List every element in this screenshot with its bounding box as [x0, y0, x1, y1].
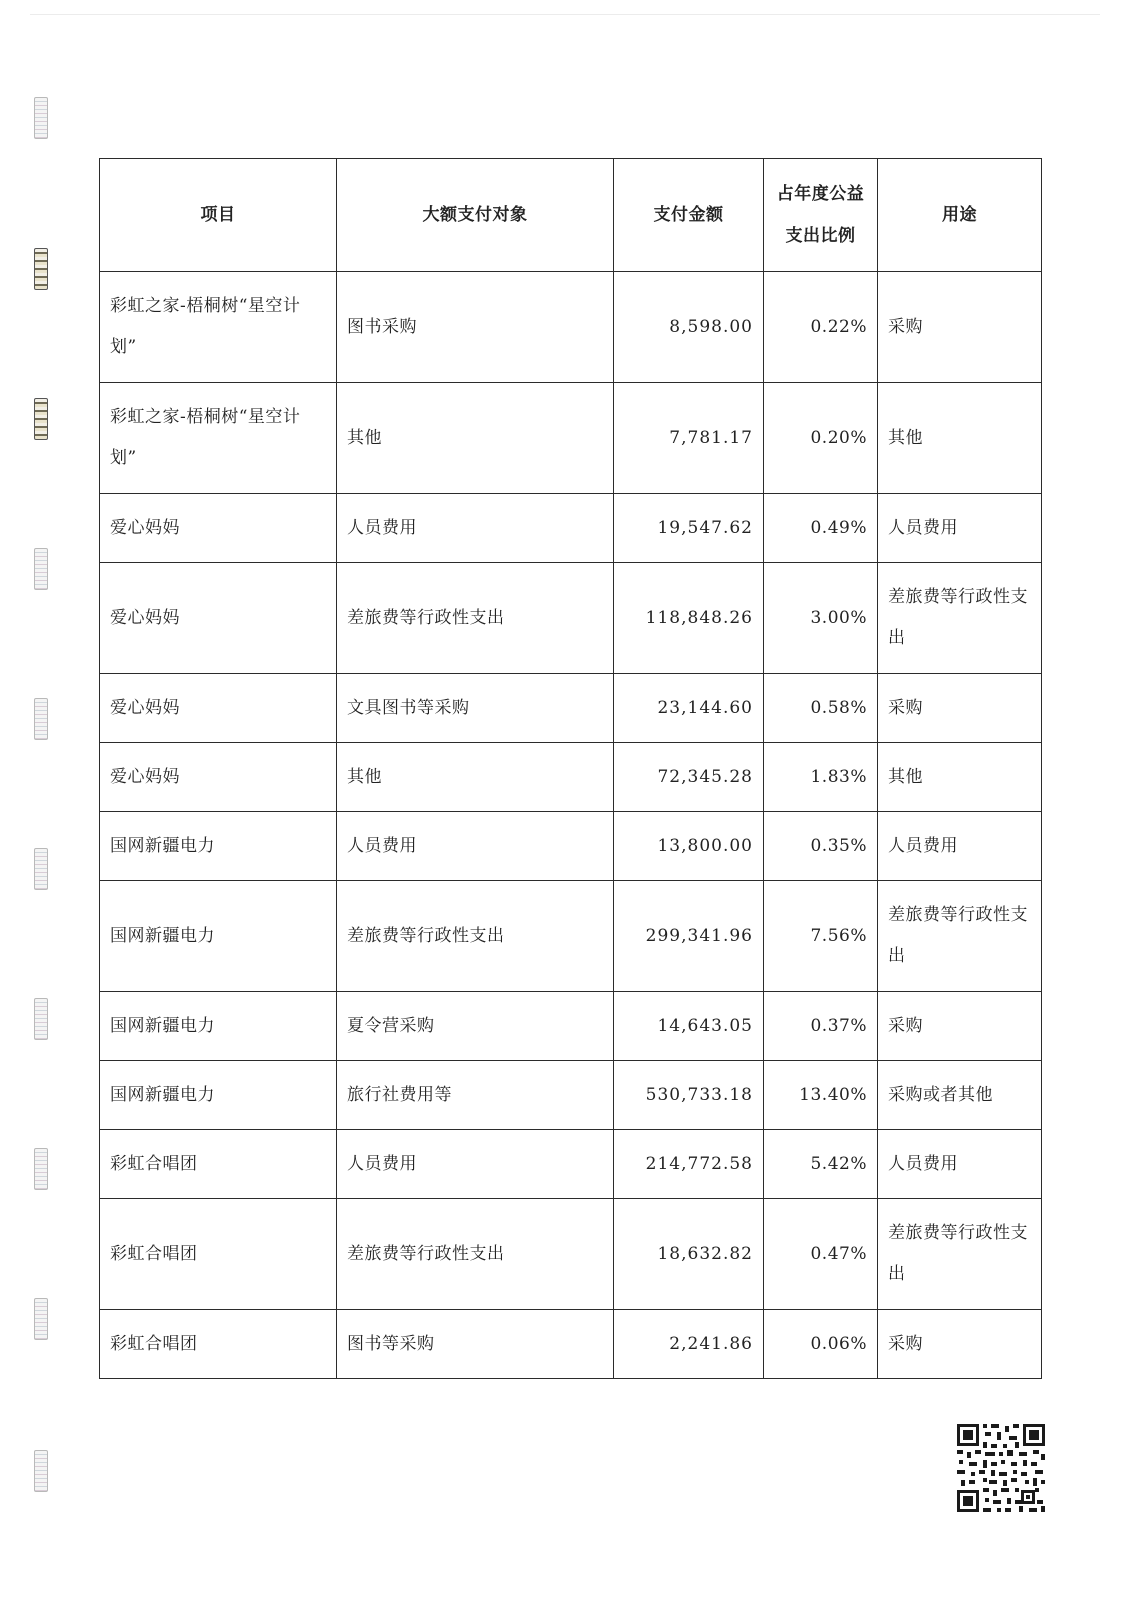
cell-ratio: 0.22%: [764, 272, 878, 383]
cell-amount: 19,547.62: [614, 494, 764, 563]
cell-amount: 530,733.18: [614, 1061, 764, 1130]
binding-hole-icon: [34, 848, 48, 890]
table-row: [100, 743, 1042, 812]
qr-finder-top-right: [1023, 1424, 1045, 1446]
cell-ratio: 0.35%: [764, 812, 878, 881]
binding-hole-icon: [34, 398, 48, 440]
cell-amount: 23,144.60: [614, 674, 764, 743]
binding-hole-icon: [34, 998, 48, 1040]
table-row: [100, 881, 1042, 992]
binding-hole-icon: [34, 1298, 48, 1340]
cell-purpose: 人员费用: [878, 812, 1042, 881]
table-header-row: [100, 159, 1042, 272]
cell-purpose: 其他: [878, 383, 1042, 494]
table-row: [100, 563, 1042, 674]
cell-amount: 18,632.82: [614, 1199, 764, 1310]
cell-payee: 旅行社费用等: [337, 1061, 614, 1130]
cell-item: 国网新疆电力: [100, 992, 337, 1061]
cell-ratio: 0.06%: [764, 1310, 878, 1379]
cell-amount: 214,772.58: [614, 1130, 764, 1199]
header-ratio: [764, 159, 878, 272]
cell-purpose: 差旅费等行政性支出: [878, 881, 1042, 992]
cell-purpose: 其他: [878, 743, 1042, 812]
scan-edge-line: [30, 14, 1100, 15]
large-payment-table: [99, 158, 1042, 1379]
binding-hole-icon: [34, 548, 48, 590]
cell-purpose: 采购: [878, 674, 1042, 743]
cell-ratio: 13.40%: [764, 1061, 878, 1130]
cell-item: 彩虹合唱团: [100, 1130, 337, 1199]
binding-strip: [34, 0, 48, 1600]
binding-hole-icon: [34, 97, 48, 139]
cell-amount: 2,241.86: [614, 1310, 764, 1379]
cell-amount: 7,781.17: [614, 383, 764, 494]
cell-purpose: 采购: [878, 1310, 1042, 1379]
table-row: [100, 383, 1042, 494]
cell-payee: 其他: [337, 743, 614, 812]
cell-item: 彩虹合唱团: [100, 1310, 337, 1379]
header-amount: 支付金额: [614, 159, 764, 272]
cell-amount: 299,341.96: [614, 881, 764, 992]
cell-purpose: 差旅费等行政性支出: [878, 563, 1042, 674]
cell-ratio: 3.00%: [764, 563, 878, 674]
binding-hole-icon: [34, 698, 48, 740]
cell-payee: 图书采购: [337, 272, 614, 383]
header-item: 项目: [100, 159, 337, 272]
cell-payee: 文具图书等采购: [337, 674, 614, 743]
cell-amount: 14,643.05: [614, 992, 764, 1061]
cell-payee: 人员费用: [337, 1130, 614, 1199]
cell-payee: 差旅费等行政性支出: [337, 563, 614, 674]
cell-ratio: 5.42%: [764, 1130, 878, 1199]
cell-ratio: 1.83%: [764, 743, 878, 812]
cell-ratio: 0.58%: [764, 674, 878, 743]
cell-ratio: 0.37%: [764, 992, 878, 1061]
cell-payee: 夏令营采购: [337, 992, 614, 1061]
table-row: [100, 494, 1042, 563]
table-row: [100, 812, 1042, 881]
table-row: [100, 1061, 1042, 1130]
cell-amount: 72,345.28: [614, 743, 764, 812]
header-ratio-line1: 占年度公益: [776, 184, 865, 204]
cell-item: 爱心妈妈: [100, 563, 337, 674]
cell-item: 国网新疆电力: [100, 1061, 337, 1130]
cell-item: 彩虹之家-梧桐树“星空计划”: [100, 383, 337, 494]
cell-amount: 8,598.00: [614, 272, 764, 383]
cell-payee: 图书等采购: [337, 1310, 614, 1379]
cell-purpose: 人员费用: [878, 1130, 1042, 1199]
table-row: [100, 272, 1042, 383]
table-row: [100, 674, 1042, 743]
header-ratio-line2: 支出比例: [785, 226, 856, 246]
binding-hole-icon: [34, 248, 48, 290]
cell-item: 彩虹之家-梧桐树“星空计划”: [100, 272, 337, 383]
qr-finder-bottom-left: [957, 1490, 979, 1512]
cell-item: 爱心妈妈: [100, 743, 337, 812]
cell-purpose: 采购或者其他: [878, 1061, 1042, 1130]
cell-purpose: 差旅费等行政性支出: [878, 1199, 1042, 1310]
cell-ratio: 0.49%: [764, 494, 878, 563]
table-row: [100, 1199, 1042, 1310]
cell-payee: 人员费用: [337, 812, 614, 881]
binding-hole-icon: [34, 1148, 48, 1190]
cell-item: 彩虹合唱团: [100, 1199, 337, 1310]
table-row: [100, 1310, 1042, 1379]
qr-code-icon: [955, 1422, 1047, 1514]
cell-payee: 其他: [337, 383, 614, 494]
cell-payee: 差旅费等行政性支出: [337, 1199, 614, 1310]
table-row: [100, 1130, 1042, 1199]
cell-purpose: 采购: [878, 272, 1042, 383]
cell-payee: 差旅费等行政性支出: [337, 881, 614, 992]
cell-ratio: 7.56%: [764, 881, 878, 992]
header-payee: 大额支付对象: [337, 159, 614, 272]
cell-purpose: 人员费用: [878, 494, 1042, 563]
cell-ratio: 0.20%: [764, 383, 878, 494]
qr-finder-top-left: [957, 1424, 979, 1446]
cell-ratio: 0.47%: [764, 1199, 878, 1310]
cell-amount: 118,848.26: [614, 563, 764, 674]
cell-item: 爱心妈妈: [100, 674, 337, 743]
table-row: [100, 992, 1042, 1061]
cell-item: 国网新疆电力: [100, 812, 337, 881]
binding-hole-icon: [34, 1450, 48, 1492]
cell-amount: 13,800.00: [614, 812, 764, 881]
cell-item: 爱心妈妈: [100, 494, 337, 563]
cell-payee: 人员费用: [337, 494, 614, 563]
cell-item: 国网新疆电力: [100, 881, 337, 992]
cell-purpose: 采购: [878, 992, 1042, 1061]
header-purpose: 用途: [878, 159, 1042, 272]
